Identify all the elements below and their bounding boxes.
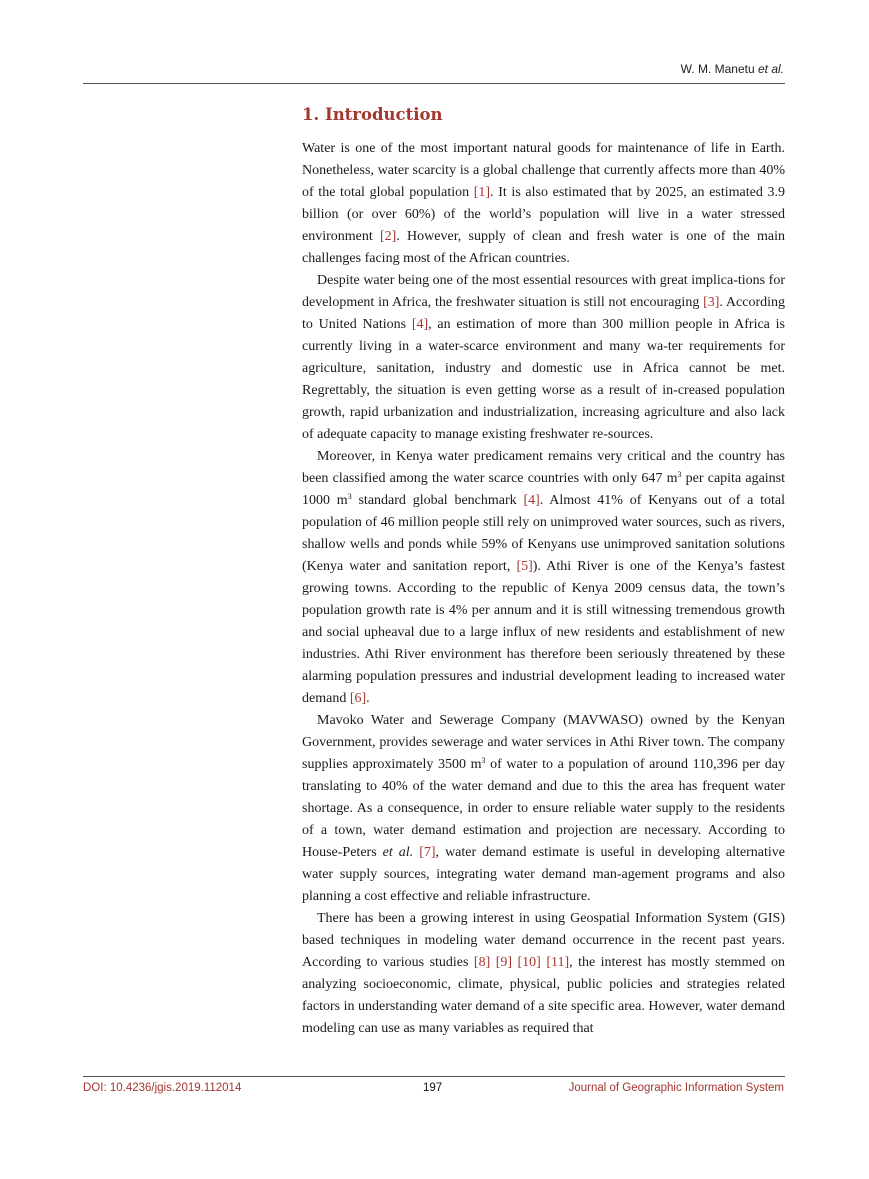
citation-link[interactable]: [5]	[516, 559, 533, 574]
paragraph-text: There has been a growing interest in using Geospatial Information System (GIS) based techniques in modeling water demand occurrence in the recent past years. According to various studies	[302, 911, 785, 970]
paragraph-2	[302, 270, 785, 446]
paragraph-text: . However, supply of clean and fresh water is one of the main challenges facing most of the African countries.	[302, 229, 785, 266]
paragraph-text: standard global benchmark	[351, 493, 524, 508]
citation-link[interactable]: [1]	[473, 185, 491, 200]
citation-link[interactable]: [11]	[546, 955, 570, 970]
citation-link[interactable]: [7]	[419, 845, 436, 860]
paragraph-text: per capita against 1000 m	[302, 471, 786, 508]
citation-link[interactable]: [8]	[473, 955, 491, 970]
paragraph-5	[302, 908, 785, 1040]
header-author-etal: et al.	[757, 62, 784, 76]
superscript: 3	[677, 470, 682, 479]
footer-doi-link[interactable]: DOI: 10.4236/jgis.2019.112014	[83, 1082, 242, 1094]
paragraph-text: , water demand estimate is useful in developing alternative water supply sources, integrating water demand man-agement programs and also planning a cost effective and reliable infrastructure.	[302, 845, 785, 904]
footer-page-number: 197	[423, 1082, 443, 1094]
paragraph-4	[302, 710, 785, 908]
paragraph-text: Despite water being one of the most essential resources with great implica-tions for development in Africa, the freshwater situation is still not encouraging	[302, 273, 785, 310]
paragraph-text: ). Athi River is one of the Kenya’s fastest growing towns. According to the republic of Kenya 2009 census data, the town’s population growth rate is 4% per annum and it is still witnessing tremendous growth and social upheaval due to a large influx of new residents and establishment of new industries. Athi River environment has therefore been seriously threatened by these alarming population pressures and industrial development leading to increased water demand	[302, 559, 786, 706]
paragraph-text: , an estimation of more than 300 million people in Africa is currently living in a water-scarce environment and many wa-ter requirements for agriculture, sanitation, industry and domestic use in Africa cannot be met. Regrettably, the situation is even getting worse as a result of in-creased population growth, rapid urbanization and industrialization, increasing agriculture and also lack of adequate capacity to manage existing freshwater re-sources.	[302, 317, 785, 442]
citation-link[interactable]: [4]	[411, 317, 429, 332]
superscript: 3	[481, 756, 486, 765]
paragraph-1	[302, 138, 785, 270]
running-header	[681, 62, 784, 76]
footer-divider	[83, 1076, 785, 1077]
paragraph-text: Mavoko Water and Sewerage Company (MAVWASO) owned by the Kenyan Government, provides sewerage and water services in Athi River town. The company supplies approximately 3500 m	[302, 713, 785, 772]
header-author-name: W. M. Manetu	[680, 62, 755, 76]
etal-italic: et al.	[382, 845, 414, 860]
paragraph-text: , the interest has mostly stemmed on analyzing socioeconomic, climate, physical, public policies and strategies related factors in understanding water demand of a site specific area. However, water demand modeling can use as many variables as required that	[302, 955, 786, 1036]
paragraph-text: . It is also estimated that by 2025, an estimated 3.9 billion (or over 60%) of the world’s population will live in a water stressed environment	[302, 185, 785, 244]
citation-link[interactable]: [2]	[380, 229, 397, 244]
main-content	[302, 103, 785, 1040]
section-title: 1. Introduction	[302, 105, 443, 124]
paragraph-text: . According to United Nations	[302, 295, 785, 332]
paragraph-3	[302, 446, 785, 710]
citation-link[interactable]: [3]	[703, 295, 720, 310]
citation-link[interactable]: [6]	[349, 691, 367, 706]
header-divider	[83, 83, 785, 84]
citation-link[interactable]: [4]	[523, 493, 540, 508]
paragraph-text: Moreover, in Kenya water predicament remains very critical and the country has been classified among the water scarce countries with only 647 m	[302, 449, 785, 486]
paragraph-text: . Almost 41% of Kenyans out of a total population of 46 million people still rely on unimproved water sources, such as rivers, shallow wells and ponds while 59% of Kenyans use unimproved sanitation solutions (Kenya water and sanitation report,	[302, 493, 785, 574]
citation-link[interactable]: [10]	[517, 955, 541, 970]
paragraph-text: Water is one of the most important natural goods for maintenance of life in Earth. Nonetheless, water scarcity is a global challenge that currently affects more than 40% of the total global population	[302, 141, 785, 200]
superscript: 3	[347, 492, 352, 501]
paragraph-text: .	[366, 691, 370, 706]
citation-link[interactable]: [9]	[495, 955, 513, 970]
paragraph-text: of water to a population of around 110,396 per day translating to 40% of the water demand and due to this the area has frequent water shortage. As a consequence, in order to ensure reliable water supply to the residents of a town, water demand estimation and projection are necessary. According to House-Peters	[302, 757, 785, 860]
footer-journal-link[interactable]: Journal of Geographic Information System	[568, 1082, 784, 1094]
